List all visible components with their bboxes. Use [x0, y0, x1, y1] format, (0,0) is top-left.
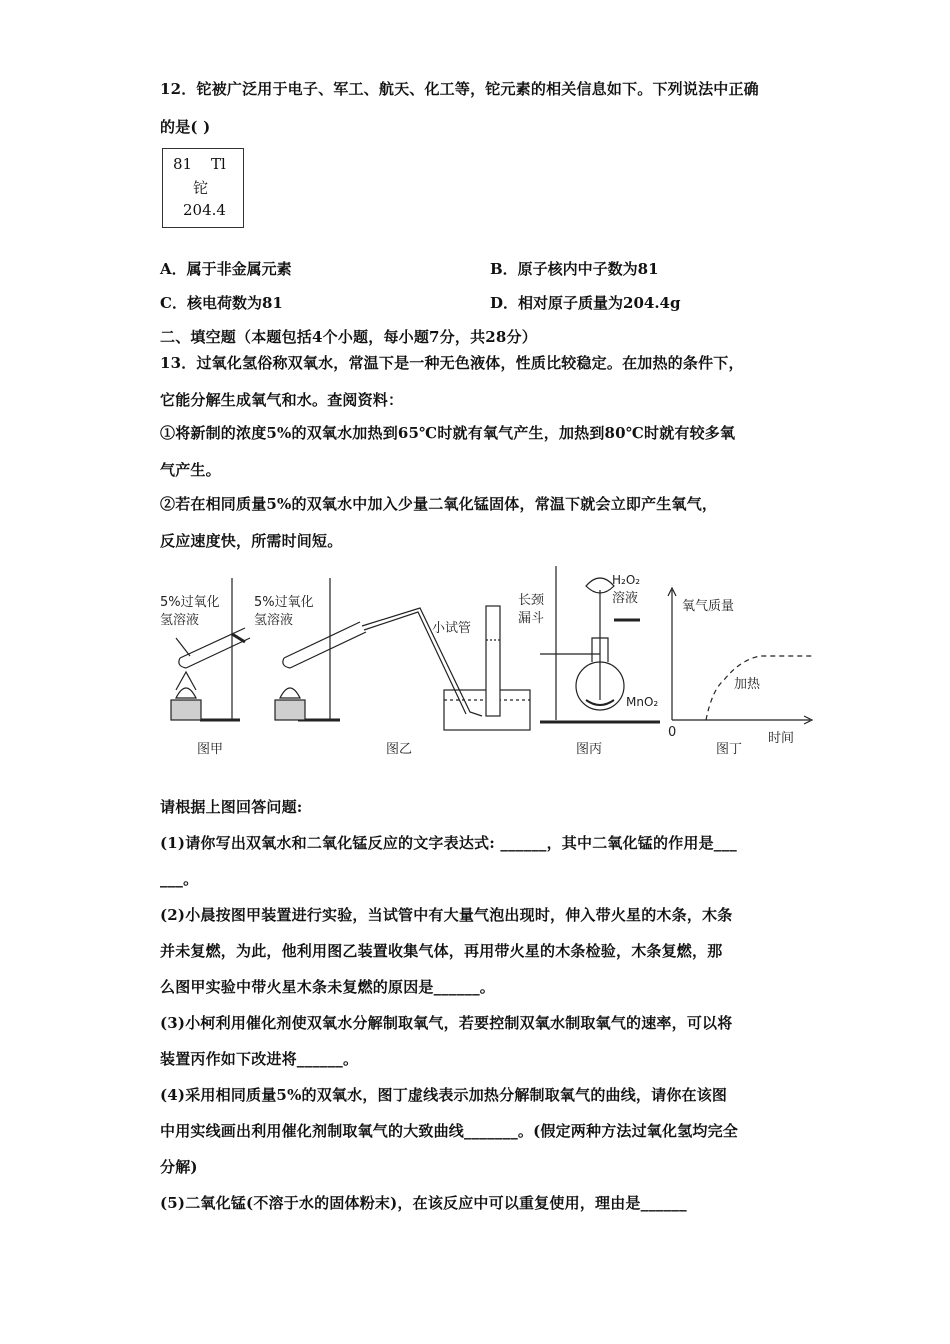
- origin-label: 0: [668, 725, 677, 740]
- q13-part: (2)小晨按图甲装置进行实验，当试管中有大量气泡出现时，伸入带火星的木条，木条: [160, 906, 733, 924]
- q12-stem-line1: 12．铊被广泛用于电子、军工、航天、化工等，铊元素的相关信息如下。下列说法中正确: [160, 80, 759, 98]
- q13-part: (5)二氧化锰(不溶于水的固体粉末)，在该反应中可以重复使用，理由是______: [160, 1194, 687, 1212]
- q13-line: 13．过氧化氢俗称双氧水，常温下是一种无色液体，性质比较稳定。在加热的条件下，: [160, 354, 744, 372]
- q13-part: 么图甲实验中带火星木条未复燃的原因是______。: [160, 978, 496, 996]
- small-tube-label: 小试管: [432, 621, 472, 636]
- q13-part: (1)请你写出双氧水和二氧化锰反应的文字表达式: ______，其中二氧化锰的作用是___: [160, 834, 737, 852]
- section-heading: 二、填空题（本题包括4个小题，每小题7分，共28分）: [160, 328, 537, 346]
- long-funnel-label: 长颈: [518, 593, 545, 608]
- q13-line: 气产生。: [160, 461, 221, 479]
- apparatus-yi: [254, 578, 530, 757]
- q13-line: ①将新制的浓度5%的双氧水加热到65℃时就有氧气产生，加热到80℃时就有较多氧: [160, 424, 736, 442]
- option-b: B．原子核内中子数为81: [490, 260, 659, 278]
- option-a: A．属于非金属元素: [160, 260, 292, 278]
- q13-part: 并未复燃，为此，他利用图乙装置收集气体，再用带火星的木条检验，木条复燃，那: [160, 942, 723, 960]
- caption-bing: 图丙: [576, 742, 603, 757]
- x-axis-label: 时间: [768, 731, 795, 746]
- yi-label: 氢溶液: [254, 613, 294, 628]
- y-axis-label: 氧气质量: [682, 599, 735, 614]
- atomic-mass: 204.4: [183, 201, 226, 219]
- q13-part: (3)小柯利用催化剂使双氧水分解制取氧气，若要控制双氧水制取氧气的速率，可以将: [160, 1014, 733, 1032]
- graph-ding: [668, 588, 815, 757]
- option-c: C．核电荷数为81: [160, 294, 283, 312]
- option-d: D．相对原子质量为204.4g: [490, 294, 681, 312]
- yi-label: 5%过氧化: [254, 595, 314, 610]
- mno2-label: MnO₂: [626, 695, 659, 709]
- q13-part: (4)采用相同质量5%的双氧水，图丁虚线表示加热分解制取氧气的曲线，请你在该图: [160, 1086, 728, 1104]
- q12-stem-line2: 的是( ): [160, 118, 211, 136]
- caption-ding: 图丁: [716, 742, 743, 757]
- element-name: 铊: [193, 179, 209, 197]
- experiment-figure: [0, 560, 950, 770]
- element-card: [162, 148, 244, 228]
- jia-label: 氢溶液: [160, 613, 200, 628]
- apparatus-jia: [160, 578, 250, 757]
- h2o2-label: 溶液: [612, 591, 639, 606]
- atomic-number: 81: [173, 155, 193, 173]
- q13-line: ②若在相同质量5%的双氧水中加入少量二氧化锰固体，常温下就会立即产生氧气，: [160, 495, 718, 513]
- q13-part: 装置丙作如下改进将______。: [160, 1050, 359, 1068]
- long-funnel-label: 漏斗: [518, 611, 545, 626]
- element-symbol: Tl: [211, 155, 226, 173]
- q13-part: 中用实线画出利用催化剂制取氧气的大致曲线_______。(假定两种方法过氧化氢均完全: [160, 1122, 739, 1140]
- q13-line: 反应速度快，所需时间短。: [160, 532, 343, 550]
- prompt: 请根据上图回答问题:: [160, 798, 303, 816]
- q13-part: 分解): [160, 1158, 198, 1176]
- heating-label: 加热: [734, 677, 761, 692]
- q13-part: ___。: [160, 870, 199, 888]
- jia-label: 5%过氧化: [160, 595, 220, 610]
- caption-yi: 图乙: [386, 742, 413, 757]
- apparatus-bing: [518, 566, 660, 757]
- caption-jia: 图甲: [197, 742, 224, 757]
- q13-line: 它能分解生成氧气和水。查阅资料：: [160, 391, 404, 409]
- h2o2-label: H₂O₂: [612, 573, 641, 587]
